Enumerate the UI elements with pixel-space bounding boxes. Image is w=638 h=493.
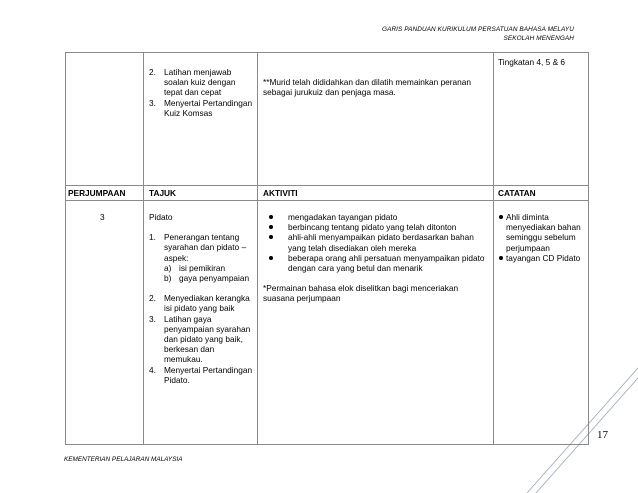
table-border-right [588,52,589,445]
column-header-tajuk: TAJUK [149,188,177,198]
list-item: ahli-ahli menyampaikan pidato berdasarkan bahan yang telah disediakan oleh mereka [263,232,489,252]
header-line-2: SEKOLAH MENENGAH [503,35,574,42]
list-item: tayangan CD Pidato [498,253,584,263]
catatan-list [498,212,584,263]
table-col-divider-2 [257,52,258,445]
header-line-1: GARIS PANDUAN KURIKULUM PERSATUAN BAHASA MELAYU [382,26,574,33]
top-row-aktiviti: **Murid telah dididahkan dan dilatih memainkan peranan sebagai jurukuiz dan penjaga masa. [263,77,472,98]
perjumpaan-number: 3 [100,212,105,222]
aktiviti-cell [263,212,489,304]
column-header-perjumpaan: PERJUMPAAN [68,188,126,198]
document-header [382,25,574,43]
document-footer: KEMENTERIAN PELAJARAN MALAYSIA [64,456,183,463]
catatan-cell [498,212,584,263]
top-row-tajuk [149,67,253,118]
column-header-catatan: CATATAN [498,188,536,198]
list-item: 3. Menyertai Pertandingan Kuiz Komsas [149,97,253,118]
tajuk-cell [149,212,255,385]
page-number: 17 [597,429,608,441]
list-item: Ahli diminta menyediakan bahan seminggu sebelum perjumpaan [498,212,584,253]
list-item: a) isi pemikiran [164,262,226,273]
list-item: 2. Latihan menjawab soalan kuiz dengan tepat dan cepat [149,67,236,98]
list-item: 1. Penerangan tentang syarahan dan pidato – aspek: a) isi pemikiran b) gaya penyampaian [149,232,255,283]
table-border-left [65,52,66,445]
list-item: 4. Menyertai Pertandingan Pidato. [149,364,253,385]
list-item: mengadakan tayangan pidato [263,212,489,222]
top-row-catatan: Tingkatan 4, 5 & 6 [498,57,566,67]
list-item: 2. Menyediakan kerangka isi pidato yang baik [149,293,250,314]
table-col-divider-3 [493,52,494,445]
tajuk-title: Pidato [149,212,173,222]
list-item: b) gaya penyampaian [164,273,250,284]
table-col-divider-1 [143,52,144,445]
list-item: berbincang tentang pidato yang telah ditonton [263,222,489,232]
aktiviti-list [263,212,489,273]
list-item: 3. Latihan gaya penyampaian syarahan dan pidato yang baik, berkesan dan memukau. [149,313,251,365]
list-item: beberapa orang ahli persatuan menyampaikan pidato dengan cara yang betul dan menarik [263,253,489,273]
aktiviti-note: *Permainan bahasa elok diselitkan bagi menceriakan suasana perjumpaan [263,283,459,304]
column-header-aktiviti: AKTIVITI [263,188,298,198]
tajuk-list [149,232,255,385]
